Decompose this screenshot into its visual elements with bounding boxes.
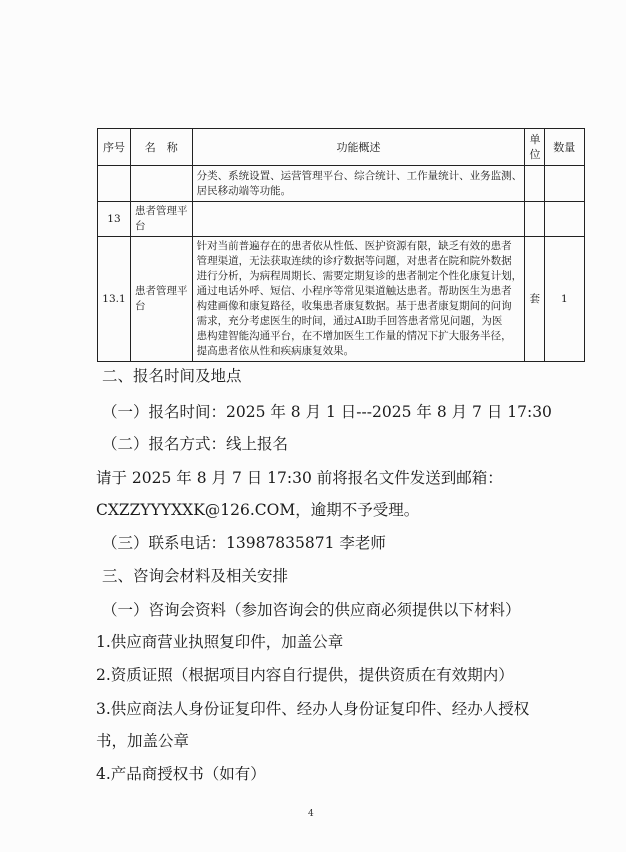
header-name: 名 称 bbox=[130, 129, 192, 166]
header-unit: 单位 bbox=[525, 129, 544, 166]
row-qty bbox=[544, 166, 584, 202]
table-row bbox=[98, 237, 585, 362]
registration-time: （一）报名时间：2025 年 8 月 1 日---2025 年 8 月 7 日 17:30 bbox=[102, 403, 552, 421]
desc-line: 进行分析，为病程周期长、需要定期复诊的患者制定个性化康复计划， bbox=[196, 270, 523, 282]
list-item: 1.供应商营业执照复印件，加盖公章 bbox=[96, 633, 344, 651]
list-item-continued: 书，加盖公章 bbox=[96, 732, 190, 750]
row-unit bbox=[525, 166, 544, 202]
materials-intro: （一）咨询会资料（参加咨询会的供应商必须提供以下材料） bbox=[102, 601, 521, 619]
section-2-heading: 二、报名时间及地点 bbox=[102, 367, 242, 385]
desc-line: 通过电话外呼、短信、小程序等常见渠道触达患者。帮助医生为患者 bbox=[196, 285, 512, 297]
header-desc: 功能概述 bbox=[192, 129, 525, 166]
header-qty: 数量 bbox=[544, 129, 584, 166]
row-desc bbox=[192, 166, 525, 202]
page-number: 4 bbox=[308, 809, 314, 819]
desc-line: 针对当前普遍存在的患者依从性低、医护资源有限，缺乏有效的患者 bbox=[196, 240, 512, 252]
table-row bbox=[98, 202, 585, 237]
list-item: 3.供应商法人身份证复印件、经办人身份证复印件、经办人授权 bbox=[96, 700, 530, 718]
desc-line: 患构建智能沟通平台，在不增加医生工作量的情况下扩大服务半径， bbox=[196, 330, 512, 342]
desc-line: 提高患者依从性和疾病康复效果。 bbox=[196, 345, 355, 357]
desc-line: 分类、系统设置、运营管理平台、综合统计、工作量统计、业务监测、 bbox=[196, 169, 523, 182]
section-3-heading: 三、咨询会材料及相关安排 bbox=[102, 567, 289, 585]
registration-method: （二）报名方式：线上报名 bbox=[102, 435, 289, 453]
row-desc bbox=[192, 202, 525, 237]
list-item: 4.产品商授权书（如有） bbox=[96, 765, 266, 783]
list-item: 2.资质证照（根据项目内容自行提供，提供资质在有效期内） bbox=[96, 666, 514, 684]
row-no bbox=[98, 166, 131, 202]
table-header-row bbox=[98, 129, 585, 166]
row-name: 患者管理平台 bbox=[130, 237, 192, 362]
row-name bbox=[130, 166, 192, 202]
header-no: 序号 bbox=[98, 129, 131, 166]
spec-table bbox=[97, 128, 585, 362]
submission-instruction: 请于 2025 年 8 月 7 日 17:30 前将报名文件发送到邮箱： bbox=[96, 469, 503, 487]
row-name: 患者管理平台 bbox=[130, 202, 192, 237]
row-no: 13 bbox=[98, 202, 131, 237]
contact-phone: （三）联系电话：13987835871 李老师 bbox=[102, 534, 386, 552]
row-qty bbox=[544, 202, 584, 237]
desc-line: 管理渠道，无法获取连续的诊疗数据等问题，对患者在院和院外数据 bbox=[196, 255, 512, 267]
desc-line: 居民移动端等功能。 bbox=[196, 184, 292, 197]
row-unit: 套 bbox=[525, 237, 544, 362]
table-row bbox=[98, 166, 585, 202]
row-unit bbox=[525, 202, 544, 237]
row-desc bbox=[192, 237, 525, 362]
submission-email: CXZZYYYXXK@126.COM，逾期不予受理。 bbox=[96, 501, 420, 519]
row-no: 13.1 bbox=[98, 237, 131, 362]
desc-line: 需求，充分考虑医生的时间，通过AI助手回答患者常见问题，为医 bbox=[196, 315, 503, 327]
desc-line: 构建画像和康复路径，收集患者康复数据。基于患者康复期间的问询 bbox=[196, 300, 512, 312]
row-qty: 1 bbox=[544, 237, 584, 362]
